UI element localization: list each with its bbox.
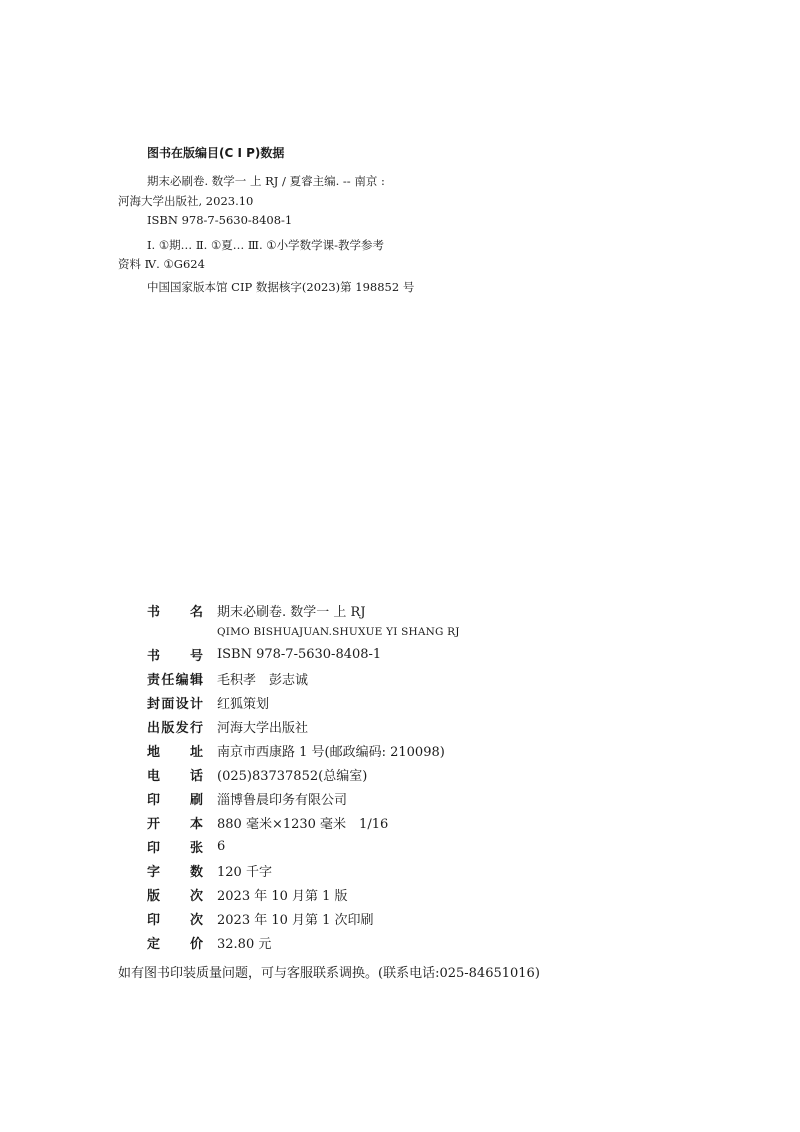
info-label: 开本 xyxy=(147,816,203,832)
info-label: 字数 xyxy=(147,864,203,880)
info-value: 32.80 元 xyxy=(217,936,272,952)
info-row-isbn xyxy=(147,642,460,666)
info-label: 封面设计 xyxy=(147,696,203,712)
info-label: 地址 xyxy=(147,744,203,760)
info-label: 书号 xyxy=(147,648,203,664)
info-value: 6 xyxy=(217,838,226,854)
cip-line-classification-cont: 资料 Ⅳ. ①G624 xyxy=(118,257,205,271)
info-row-printer xyxy=(147,786,460,810)
info-row-title xyxy=(147,598,460,622)
info-value: QIMO BISHUAJUAN.SHUXUE YI SHANG RJ xyxy=(217,626,460,638)
cip-line-catalog-number: 中国国家版本馆 CIP 数据核字(2023)第 198852 号 xyxy=(147,280,415,294)
info-label: 印刷 xyxy=(147,792,203,808)
info-row-cover-design xyxy=(147,690,460,714)
info-row-sheets xyxy=(147,834,460,858)
info-value: 120 千字 xyxy=(217,864,272,880)
info-label: 出版发行 xyxy=(147,720,203,736)
info-row-phone xyxy=(147,762,460,786)
quality-notice: 如有图书印装质量问题，可与客服联系调换。(联系电话:025-84651016) xyxy=(118,966,540,981)
cip-line-publisher: 河海大学出版社, 2023.10 xyxy=(118,194,254,208)
info-value: 南京市西康路 1 号(邮政编码: 210098) xyxy=(217,744,445,760)
info-label: 印张 xyxy=(147,840,203,856)
info-row-editor xyxy=(147,666,460,690)
info-value: 2023 年 10 月第 1 版 xyxy=(217,888,348,904)
info-value: 期末必刷卷. 数学一 上 RJ xyxy=(217,604,366,620)
info-row-edition xyxy=(147,882,460,906)
info-row-format xyxy=(147,810,460,834)
info-value: 淄博鲁晨印务有限公司 xyxy=(217,792,348,808)
info-label: 版次 xyxy=(147,888,203,904)
info-label: 印次 xyxy=(147,912,203,928)
info-value: 红狐策划 xyxy=(217,696,270,712)
cip-line-isbn: ISBN 978-7-5630-8408-1 xyxy=(147,213,293,227)
publication-info-table xyxy=(147,598,460,954)
info-value: 河海大学出版社 xyxy=(217,720,309,736)
info-value: ISBN 978-7-5630-8408-1 xyxy=(217,646,382,662)
info-value: 毛积孝 彭志诚 xyxy=(217,672,309,688)
info-row-address xyxy=(147,738,460,762)
info-row-publisher xyxy=(147,714,460,738)
info-label: 责任编辑 xyxy=(147,672,203,688)
info-row-price xyxy=(147,930,460,954)
info-value: 2023 年 10 月第 1 次印刷 xyxy=(217,912,374,928)
info-row-printing xyxy=(147,906,460,930)
info-row-word-count xyxy=(147,858,460,882)
info-value: 880 毫米×1230 毫米 1/16 xyxy=(217,816,389,832)
cip-line-classification: Ⅰ. ①期… Ⅱ. ①夏… Ⅲ. ①小学数学课-教学参考 xyxy=(147,238,385,252)
info-label: 电话 xyxy=(147,768,203,784)
cip-line-title: 期末必刷卷. 数学一 上 RJ / 夏睿主编. -- 南京 : xyxy=(147,174,385,188)
info-row-title-pinyin xyxy=(147,622,460,642)
info-label: 定价 xyxy=(147,936,203,952)
info-value: (025)83737852(总编室) xyxy=(217,768,368,784)
cip-heading: 图书在版编目(C I P)数据 xyxy=(147,146,285,160)
info-label: 书名 xyxy=(147,604,203,620)
